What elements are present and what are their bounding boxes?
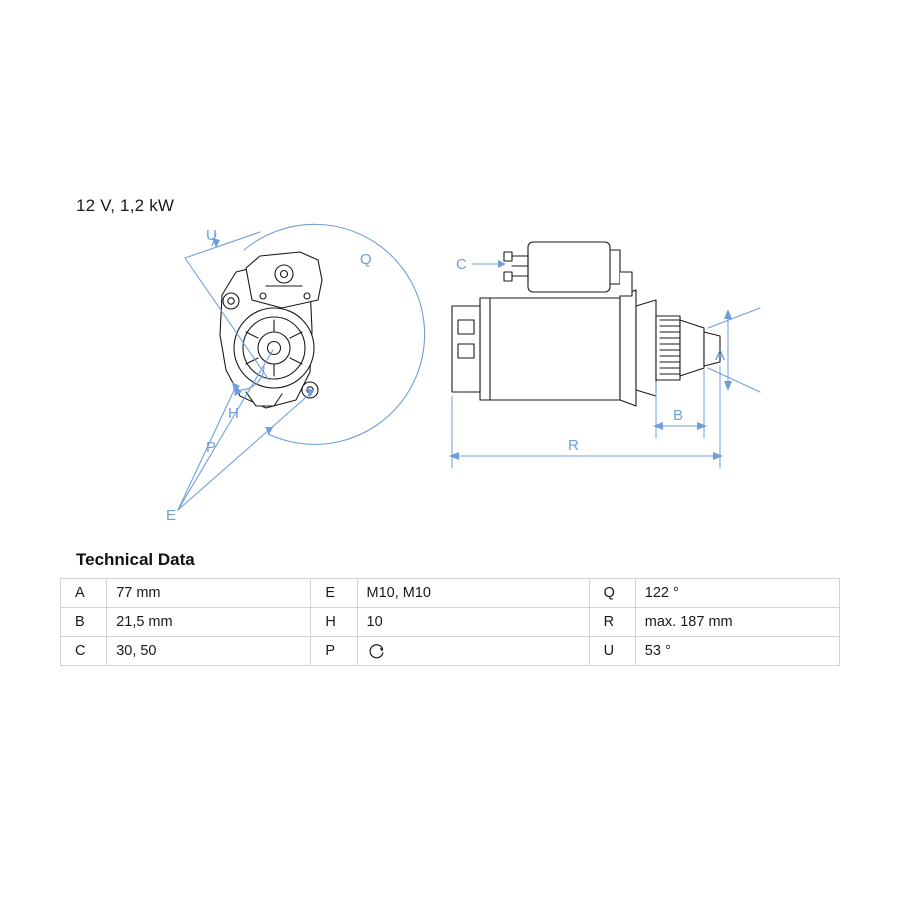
- rotation-direction-icon: [367, 642, 589, 660]
- cell-key-q: Q: [589, 579, 635, 608]
- drawing-label-A: A: [715, 347, 726, 364]
- drawing-label-B: B: [673, 407, 684, 424]
- cell-value-p: [357, 637, 589, 666]
- cell-key-u: U: [589, 637, 635, 666]
- cell-value-u: 53 °: [635, 637, 839, 666]
- drawing-label-R: R: [568, 437, 579, 454]
- cell-key-b: B: [61, 608, 107, 637]
- cell-value-a: 77 mm: [107, 579, 311, 608]
- table-row: [61, 637, 840, 666]
- cell-key-p: P: [311, 637, 357, 666]
- cell-value-h: 10: [357, 608, 589, 637]
- cell-value-q: 122 °: [635, 579, 839, 608]
- cell-value-c: 30, 50: [107, 637, 311, 666]
- drawing-label-C: C: [456, 256, 467, 273]
- cell-key-r: R: [589, 608, 635, 637]
- cell-value-r: max. 187 mm: [635, 608, 839, 637]
- drawing-label-P: P: [206, 439, 217, 456]
- cell-key-e: E: [311, 579, 357, 608]
- cell-value-e: M10, M10: [357, 579, 589, 608]
- technical-data-table: [60, 578, 840, 666]
- drawing-label-Q: Q: [360, 251, 372, 268]
- technical-drawing: [60, 220, 850, 530]
- cell-value-b: 21,5 mm: [107, 608, 311, 637]
- page-title: 12 V, 1,2 kW: [76, 196, 175, 215]
- cell-key-c: C: [61, 637, 107, 666]
- drawing-label-E: E: [166, 507, 177, 524]
- table-row: [61, 579, 840, 608]
- drawing-label-H: H: [228, 405, 239, 422]
- cell-key-a: A: [61, 579, 107, 608]
- technical-data-heading: Technical Data: [76, 550, 195, 569]
- table-row: [61, 608, 840, 637]
- cell-key-h: H: [311, 608, 357, 637]
- drawing-label-U: U: [206, 227, 217, 244]
